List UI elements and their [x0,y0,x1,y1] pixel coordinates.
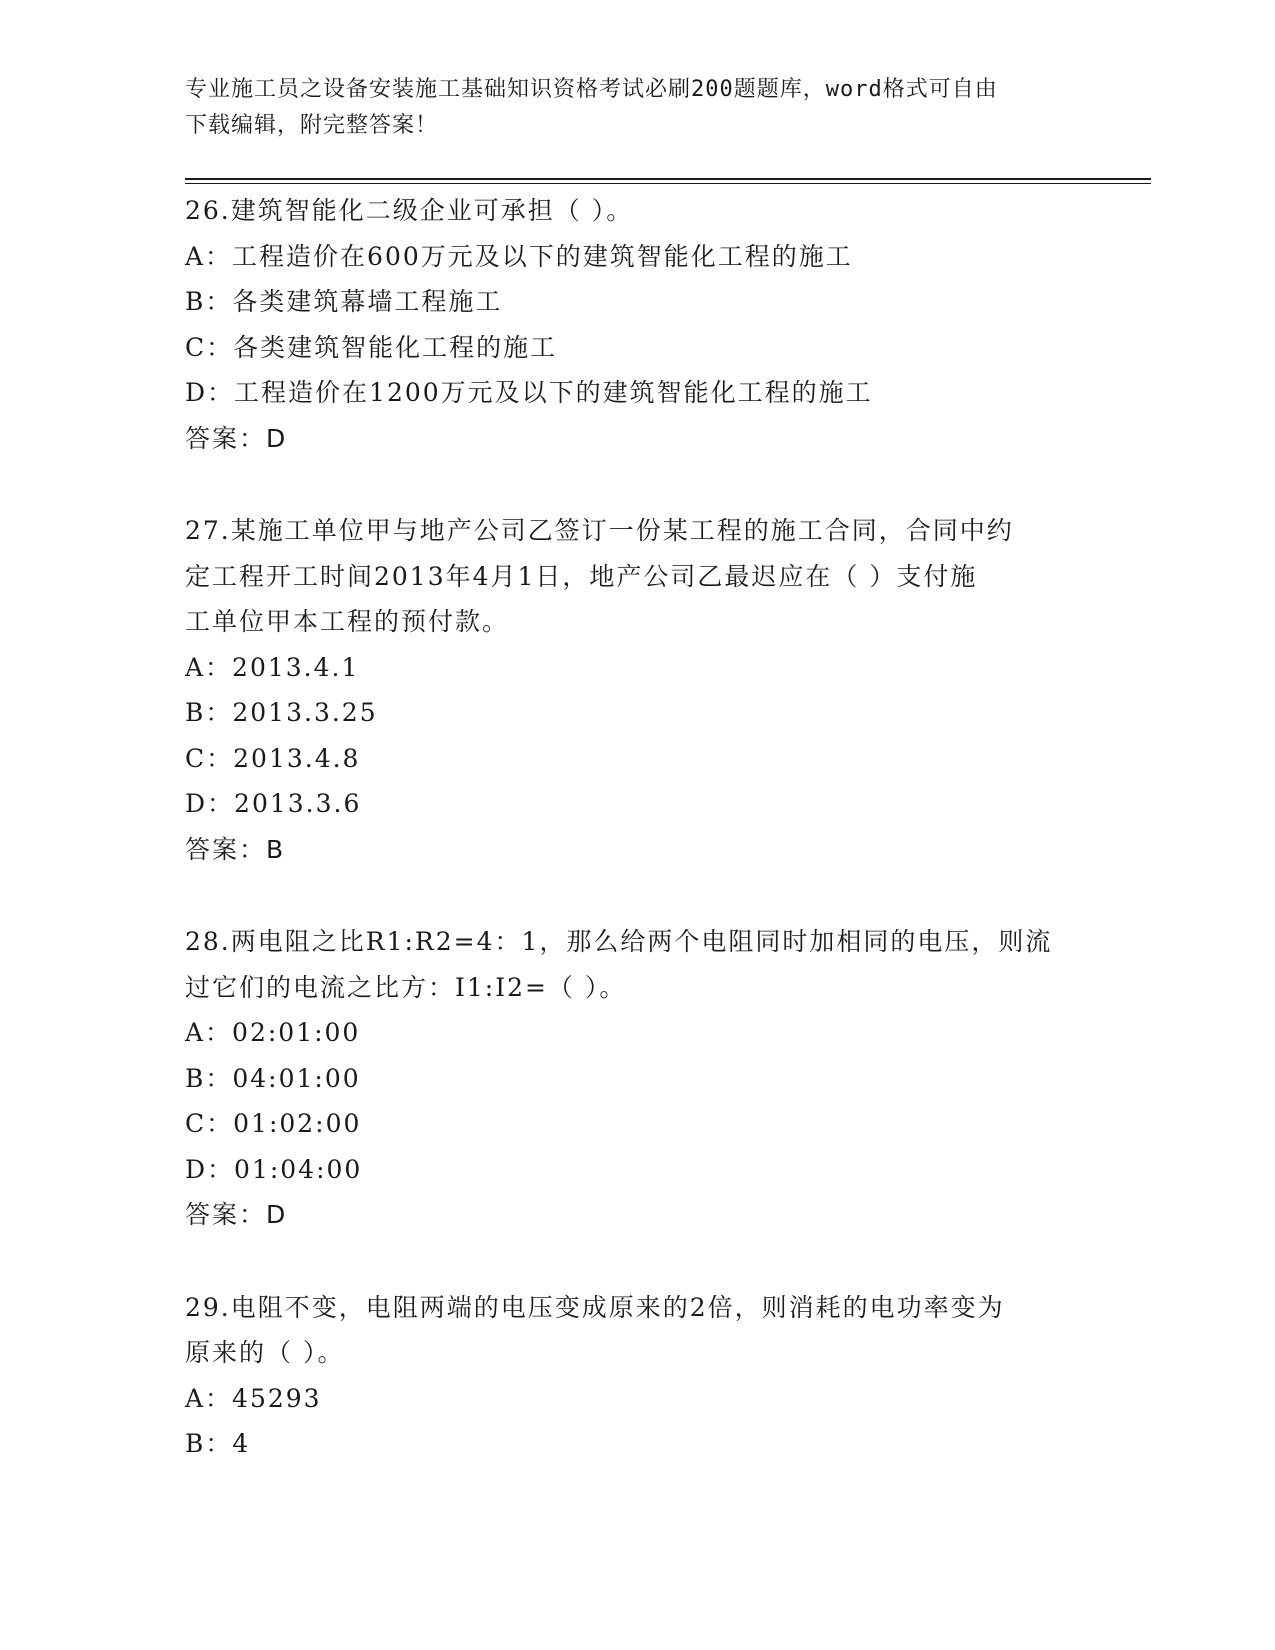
question-stem-line: 27.某施工单位甲与地产公司乙签订一份某工程的施工合同，合同中约 [185,516,1014,545]
option-b: B：2013.3.25 [185,698,378,727]
option-c: C：01:02:00 [185,1109,362,1138]
question-stem-line: 工单位甲本工程的预付款。 [185,607,510,636]
answer-line: 答案：D [185,423,288,453]
option-a: A：2013.4.1 [185,652,360,682]
option-d: D：2013.3.6 [185,789,362,818]
question-stem [185,188,1085,234]
question-stem-line: 过它们的电流之比方：I1:I2=（ ）。 [185,972,627,1002]
header-title-line-2: 下载编辑，附完整答案！ [185,113,439,138]
option-c: C：2013.4.8 [185,743,361,773]
option-d: D：01:04:00 [185,1154,363,1184]
question-stem-line: 29.电阻不变，电阻两端的电压变成原来的2倍，则消耗的电功率变为 [185,1292,1005,1322]
question-stem-line: 原来的（ ）。 [185,1338,345,1367]
question-27 [185,508,1085,872]
question-stem-line: 定工程开工时间2013年4月1日，地产公司乙最迟应在（ ）支付施 [185,561,978,591]
question-stem [185,508,1085,645]
document-header [185,72,1065,144]
question-list [185,188,1085,1467]
question-stem-line: 26.建筑智能化二级企业可承担（ ）。 [185,196,634,225]
question-29 [185,1285,1085,1467]
header-divider [185,178,1151,180]
question-stem-line: 28.两电阻之比R1:R2=4：1，那么给两个电阻同时加相同的电压，则流 [185,927,1053,956]
question-26 [185,188,1085,461]
question-28 [185,919,1085,1238]
option-b: B：各类建筑幕墙工程施工 [185,287,503,316]
question-stem [185,919,1085,1010]
header-divider-thin [185,183,1151,184]
option-b: B：04:01:00 [185,1063,361,1093]
answer-line: 答案：B [185,834,286,864]
option-c: C：各类建筑智能化工程的施工 [185,332,558,362]
option-d: D：工程造价在1200万元及以下的建筑智能化工程的施工 [185,378,873,407]
option-a: A：工程造价在600万元及以下的建筑智能化工程的施工 [185,241,853,271]
header-title-line-1: 专业施工员之设备安装施工基础知识资格考试必刷200题题库，word格式可自由 [185,77,998,102]
answer-line: 答案：D [185,1200,288,1229]
option-b: B：4 [185,1429,251,1458]
option-a: A：02:01:00 [185,1018,361,1047]
option-a: A：45293 [185,1383,322,1413]
question-stem [185,1285,1085,1376]
